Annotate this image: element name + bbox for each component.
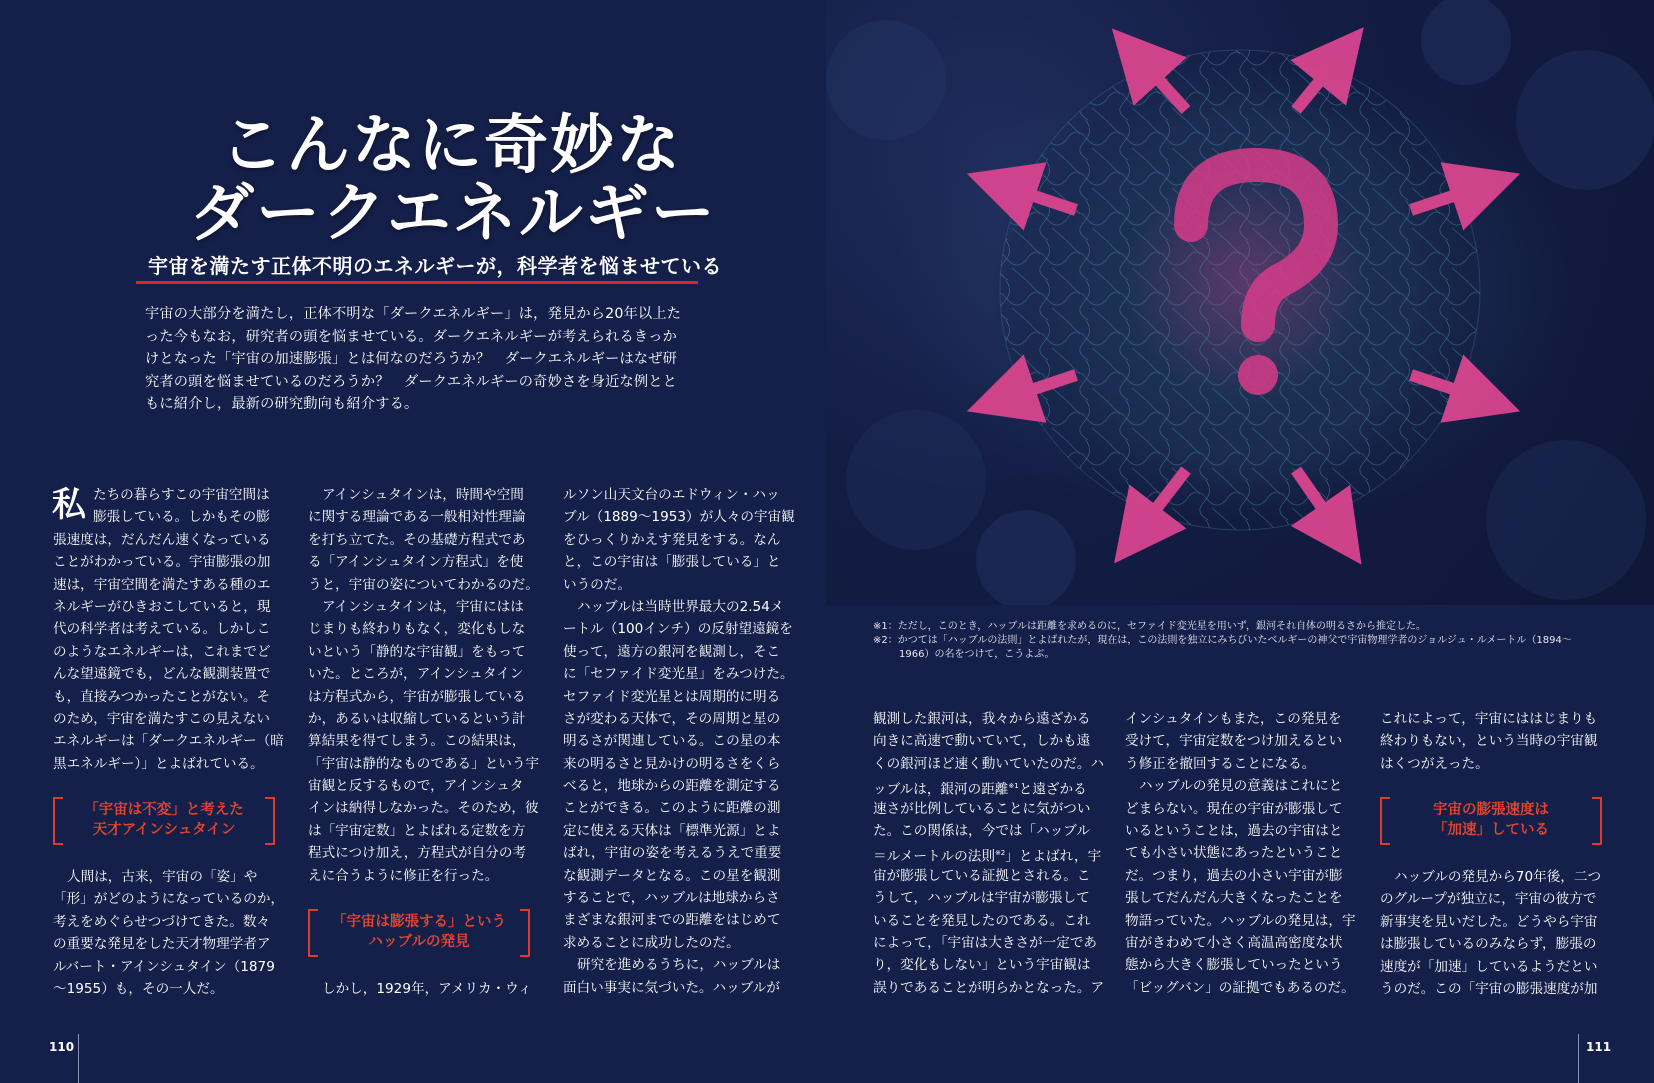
footnote-2: ※2：かつては「ハッブルの法則」とよばれたが，現在は，この法則を独立にみちびいたベルギーの神父で宇宙物理学者のジョルジュ・ルメートル（1894〜: [873, 635, 1572, 646]
body-line: を打ち立てた。その基礎方程式であ: [308, 531, 526, 548]
body-line: エネルギーは「ダークエネルギー（暗: [53, 733, 284, 750]
section-heading-acceleration: [1380, 797, 1602, 843]
body-line: いうのだ。: [563, 576, 631, 593]
heading-line: 「宇宙は膨張する」という: [332, 914, 506, 930]
body-line: 物語っていた。ハッブルの発見は，宇: [1125, 912, 1356, 929]
body-line: ばれ，宇宙の姿を考えるうえで重要: [563, 845, 782, 862]
column-1-paragraph-2: [53, 866, 284, 1000]
column-3: [563, 484, 795, 999]
body-line: 張してだんだん大きくなったことを: [1125, 890, 1343, 907]
body-line: ても小さい状態にあったということ: [1125, 845, 1343, 862]
body-line: まざまな銀河までの距離をはじめて: [563, 912, 781, 929]
body-line: 求めることに成功したのだ。: [563, 934, 740, 951]
body-line: り，変化もしない」という宇宙観は: [873, 957, 1091, 974]
body-line: インシュタインもまた，この発見を: [1125, 711, 1342, 727]
body-line: をひっくりかえす発見をする。なん: [563, 531, 781, 548]
body-line: セファイド変光星とは周期的に明る: [563, 688, 781, 705]
footnote-2-cont: 1966）の名をつけて，こうよぶ。: [899, 649, 1055, 660]
body-line: る「アインシュタイン方程式」を使: [308, 554, 524, 571]
column-2: [308, 484, 539, 887]
body-line: うのだ。この「宇宙の膨張速度が加: [1380, 980, 1598, 997]
body-line: ルバート・アインシュタイン（1879: [53, 958, 275, 975]
body-line: ートル（100インチ）の反射望遠鏡を: [563, 621, 793, 638]
body-text: 」とよばれ，宇: [1005, 848, 1102, 865]
body-line: ハッブルの発見の意義はこれにと: [1139, 778, 1343, 795]
body-line: いるということは，過去の宇宙はと: [1125, 822, 1343, 839]
body-line: 考えをめぐらせつづけてきた。数々: [53, 913, 271, 930]
body-line: 宙観と反するもので，アインシュタ: [308, 778, 524, 795]
body-line: 「ビッグバン」の証拠でもあるのだ。: [1125, 979, 1355, 996]
body-line: の重要な発見をした天才物理学者ア: [53, 936, 271, 953]
body-line: か，あるいは収縮しているという計: [308, 710, 526, 727]
body-line: くの銀河ほど速く動いていたのだ。ハ: [873, 755, 1105, 772]
body-line: 明るさが関連している。この星の本: [563, 733, 781, 750]
body-line: 面白い事実に気づいた。ハッブルが: [563, 979, 780, 996]
body-line: 人間は，古来，宇宙の「姿」や: [67, 869, 258, 885]
body-line: [873, 775, 1104, 797]
body-line: 誤りであることが明らかとなった。ア: [873, 979, 1105, 996]
body-line: 〜1955）も，その一人だ。: [53, 980, 224, 997]
body-line: 向きに高速で動いていて，しかも遠: [873, 733, 1091, 750]
body-line: も，直接みつかったことがない。そ: [53, 688, 271, 705]
universe-sphere-graphic: [826, 0, 1654, 605]
body-line: は方程式から，宇宙が膨張している: [308, 688, 526, 705]
lead-line: った今もなお，研究者の頭を悩ませている。ダークエネルギーが考えられるきっか: [145, 328, 678, 345]
heading-line: 「加速」している: [1433, 822, 1549, 838]
section-heading-text: [1380, 800, 1602, 840]
body-line: いという「静的な宇宙観」をもって: [308, 643, 526, 660]
body-line: に「セファイド変光星」をみつけた。: [563, 666, 794, 683]
body-line: これによって，宇宙にははじまりも: [1380, 711, 1598, 727]
lead-line: もに紹介し，最新の研究動向も紹介する。: [145, 396, 419, 413]
body-line: じまりも終わりもなく，変化もしな: [308, 621, 526, 638]
column-1-paragraph-1: [53, 529, 284, 775]
body-line: うして，ハッブルは宇宙が膨張して: [873, 890, 1090, 907]
body-line: [873, 842, 1104, 864]
heading-line: 天才アインシュタイン: [92, 822, 236, 838]
lead-line: けとなった「宇宙の加速膨張」とは何なのだろうか？ ダークエネルギーはなぜ研: [145, 351, 678, 368]
body-line: ブル（1889〜1953）が人々の宇宙観: [563, 509, 795, 526]
section-heading-hubble: [308, 909, 530, 955]
body-line: 黒エネルギー）」とよばれている。: [53, 755, 264, 772]
body-line: 受けて，宇宙定数をつけ加えるとい: [1125, 733, 1343, 750]
body-line: べると，地球からの距離を測定する: [563, 778, 781, 795]
page-number-left: 110: [49, 1040, 75, 1054]
body-line: 宙がきわめて小さく高温高密度な状: [1125, 934, 1343, 951]
expanding-universe-illustration: [826, 0, 1654, 605]
column-1-top-indented: [93, 484, 270, 529]
body-line: 速は，宇宙空間を満たすある種のエ: [53, 576, 271, 593]
body-line: ハッブルは当時世界最大の2.54メ: [577, 598, 784, 615]
body-line: 代の科学者は考えている。しかしこ: [53, 621, 271, 638]
body-text: ッブルは，銀河の距離: [873, 781, 1009, 798]
body-line: することで，ハッブルは地球からさ: [563, 890, 780, 907]
body-line: 速さが比例していることに気がつい: [873, 800, 1091, 817]
body-line: た。この関係は，今では「ハッブル: [873, 822, 1090, 839]
body-line: 来の明るさと見かけの明るさをくら: [563, 755, 781, 772]
folio-rule-right: [1578, 1034, 1579, 1083]
column-6: [1380, 708, 1598, 775]
footnote-1: ※1：ただし，このとき，ハッブルは距離を求めるのに，セファイド変光星を用いず，銀河それ自体の明るさから推定した。: [873, 621, 1426, 632]
body-line: う修正を撤回することになる。: [1125, 755, 1316, 772]
body-line: 「形」がどのようになっているのか，: [53, 891, 285, 908]
body-line: ハッブルの発見から70年後，二つ: [1394, 869, 1602, 885]
footnote-ref-2: ※2: [994, 849, 1006, 858]
body-line: 研究を進めるうちに，ハッブルは: [577, 957, 781, 974]
body-line: しかし，1929年，アメリカ・ウィ: [322, 981, 532, 997]
title-line-2: ダークエネルギー: [190, 176, 717, 251]
title-line-1: こんなに奇妙な: [220, 108, 682, 183]
question-mark-icon: [1126, 160, 1366, 400]
lead-line: 究者の頭を悩ませているのだろうか？ ダークエネルギーの奇妙さを身近な例とと: [145, 373, 678, 390]
heading-line: 「宇宙は不変」と考えた: [84, 802, 244, 818]
body-line: 使って，遠方の銀河を観測し，そこ: [563, 643, 781, 660]
body-line: のグループが独立に，宇宙の彼方で: [1380, 891, 1597, 908]
heading-line: ハッブルの発見: [368, 934, 470, 950]
body-line: どまらない。現在の宇宙が膨張して: [1125, 800, 1343, 817]
column-5: [1125, 708, 1356, 999]
body-line: のようなエネルギーは，これまでど: [53, 643, 271, 660]
body-line: たちの暮らすこの宇宙空間は: [93, 487, 270, 503]
body-line: のため，宇宙を満たすこの見えない: [53, 710, 270, 727]
body-line: ネルギーがひきおこしていると，現: [53, 598, 271, 615]
body-line: ことがわかっている。宇宙膨張の加: [53, 554, 271, 571]
body-line: な観測データとなる。この星を観測: [563, 867, 781, 884]
body-line: いた。ところが，アインシュタイン: [308, 666, 524, 683]
body-line: うと，宇宙の姿についてわかるのだ。: [308, 576, 539, 593]
body-line: と，この宇宙は「膨張している」と: [563, 554, 781, 571]
column-2-tail: [308, 978, 532, 1000]
body-line: 態から大きく膨張していったという: [1125, 957, 1343, 974]
footnote-ref-1: ※1: [1008, 782, 1019, 791]
body-line: 宙が膨張している証拠とされる。こ: [873, 867, 1091, 884]
body-line: 張速度は，だんだん速くなっている: [53, 531, 271, 548]
folio-rule-left: [78, 1034, 79, 1083]
column-4: [873, 708, 1104, 999]
column-6-paragraph-2: [1380, 866, 1601, 1000]
body-line: 速度が「加速」しているようだとい: [1380, 958, 1598, 975]
body-line: だ。つまり，過去の小さい宇宙が膨: [1125, 867, 1343, 884]
body-line: 観測した銀河は，我々から遠ざかる: [873, 711, 1091, 727]
body-line: 新事実を見いだした。どうやら宇宙: [1380, 913, 1598, 930]
body-line: は膨張しているのみならず，膨張の: [1380, 936, 1597, 953]
body-line: アインシュタインは，宇宙にはは: [322, 598, 524, 615]
lead-paragraph: [145, 303, 707, 416]
subtitle: 宇宙を満たす正体不明のエネルギーが，科学者を悩ませている: [148, 254, 722, 278]
body-line: によって，「宇宙は大きさが一定であ: [873, 934, 1098, 951]
body-line: いることを発見したのである。これ: [873, 912, 1091, 929]
page-number-right: 111: [1586, 1040, 1612, 1054]
body-text: と遠ざかる: [1018, 781, 1087, 798]
heading-line: 宇宙の膨張速度は: [1433, 802, 1549, 818]
body-line: 膨張している。しかもその膨: [93, 509, 270, 526]
body-line: 程式につけ加え，方程式が自分の考: [308, 845, 527, 862]
footnotes: [873, 620, 1572, 662]
body-line: えに合うように修正を行った。: [308, 867, 499, 884]
body-text: ＝ルメートルの法則: [873, 848, 995, 865]
body-line: ことができる。このように距離の測: [563, 800, 781, 817]
body-line: アインシュタインは，時間や空間: [322, 487, 524, 503]
body-line: はくつがえった。: [1380, 755, 1489, 772]
lead-line: 宇宙の大部分を満たし，正体不明な「ダークエネルギー」は，発見から20年以上た: [145, 306, 682, 322]
body-line: ルソン山天文台のエドウィン・ハッ: [563, 487, 780, 503]
body-line: 定に使える天体は「標準光源」とよ: [563, 822, 781, 839]
section-heading-text: [308, 912, 530, 952]
body-line: に関する理論である一般相対性理論: [308, 509, 526, 526]
body-line: んな望遠鏡でも，どんな観測装置で: [53, 666, 271, 683]
section-heading-text: [53, 800, 275, 840]
body-line: 算結果を得てしまう。この結果は，: [308, 733, 526, 750]
section-heading-einstein: [53, 797, 275, 843]
body-line: 「宇宙は静的なものである」という宇: [308, 755, 540, 772]
body-line: インは納得しなかった。そのため，彼: [308, 800, 539, 817]
body-line: 終わりもない，という当時の宇宙観: [1380, 733, 1598, 750]
body-line: さが変わる天体で，その周期と星の: [563, 710, 781, 727]
body-line: は「宇宙定数」とよばれる定数を方: [308, 822, 526, 839]
subtitle-underline: [136, 281, 698, 284]
drop-cap: 私: [52, 485, 86, 525]
